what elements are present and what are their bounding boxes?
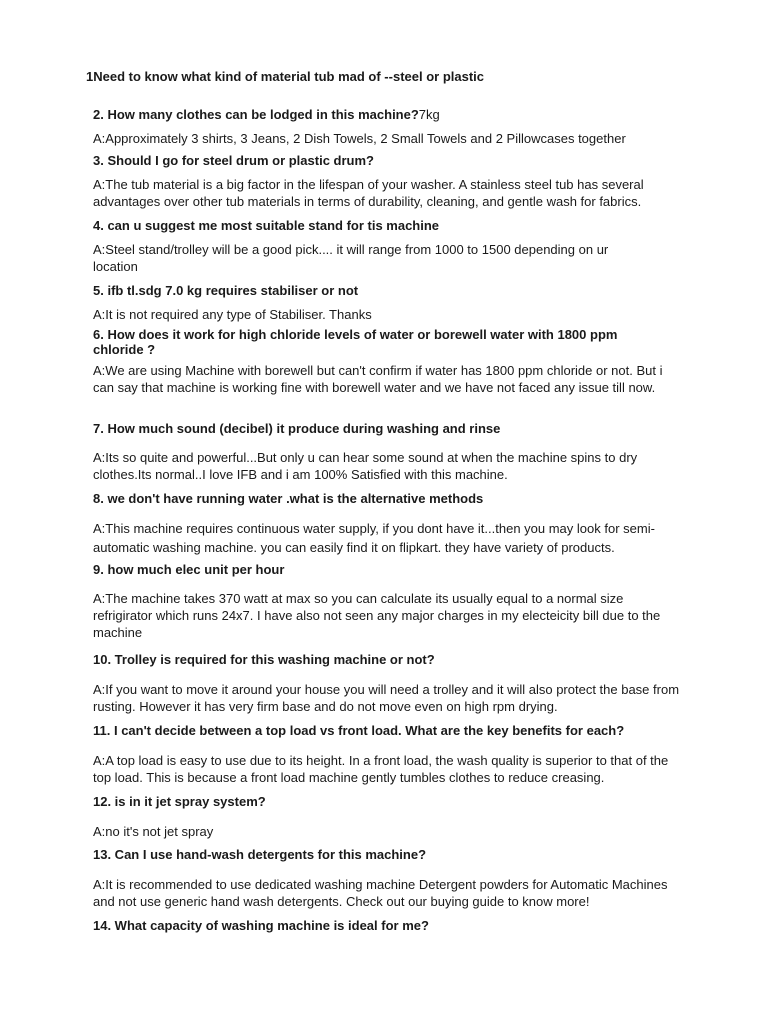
question-6: 6. How does it work for high chloride levels of water or borewell water with 1800 ppm chloride ?: [93, 327, 618, 357]
question-4: 4. can u suggest me most suitable stand for tis machine: [93, 218, 440, 233]
answer-2: A:Approximately 3 shirts, 3 Jeans, 2 Dish Towels, 2 Small Towels and 2 Pillowcases together: [93, 131, 626, 146]
question-14: 14. What capacity of washing machine is ideal for me?: [93, 918, 429, 933]
answer-4: A:Steel stand/trolley will be a good pick.... it will range from 1000 to 1500 depending on ur location: [93, 242, 609, 274]
question-3: 3. Should I go for steel drum or plastic drum?: [93, 153, 374, 168]
answer-8: A:This machine requires continuous water supply, if you dont have it...then you may look for semi-automatic washing machine. you can easily find it on flipkart. they have variety of products.: [93, 521, 655, 555]
answer-7: A:Its so quite and powerful...But only u can hear some sound at when the machine spins to dry clothes.Its normal..I love IFB and i am 100% Satisfied with this machine.: [93, 450, 638, 482]
answer-12: A:no it's not jet spray: [93, 824, 214, 839]
question-5: 5. ifb tl.sdg 7.0 kg requires stabiliser or not: [93, 283, 359, 298]
answer-6: A:We are using Machine with borewell but can't confirm if water has 1800 ppm chloride or not. But i can say that machine is working fine with borewell water and we have not faced any issue till now.: [93, 363, 663, 395]
answer-13: A:It is recommended to use dedicated washing machine Detergent powders for Automatic Machines and not use generic hand wash detergents. Check out our buying guide to know more!: [93, 877, 668, 909]
answer-11: A:A top load is easy to use due to its height. In a front load, the wash quality is superior to that of the top load. This is because a front load machine gently tumbles clothes to reduce creasing.: [93, 753, 669, 785]
question-13: 13. Can I use hand-wash detergents for this machine?: [93, 847, 427, 862]
question-10: 10. Trolley is required for this washing machine or not?: [93, 652, 435, 667]
question-7: 7. How much sound (decibel) it produce during washing and rinse: [93, 421, 501, 436]
question-11: 11. I can't decide between a top load vs front load. What are the key benefits for each?: [93, 723, 625, 738]
question-2-text: 2. How many clothes can be lodged in this machine?: [93, 107, 419, 122]
question-8: 8. we don't have running water .what is the alternative methods: [93, 491, 484, 506]
answer-9: A:The machine takes 370 watt at max so you can calculate its usually equal to a normal size refrigirator which runs 24x7. I have also not seen any major charges in my electeicity bill due to the machine: [93, 591, 661, 640]
question-2: [93, 106, 683, 123]
intro-question: 1Need to know what kind of material tub mad of --steel or plastic: [86, 69, 485, 84]
question-12: 12. is in it jet spray system?: [93, 794, 266, 809]
answer-5: A:It is not required any type of Stabiliser. Thanks: [93, 307, 372, 322]
answer-3: A:The tub material is a big factor in the lifespan of your washer. A stainless steel tub has several advantages over other tub materials in terms of durability, cleaning, and gentle wash for fabrics.: [93, 177, 644, 209]
question-9: 9. how much elec unit per hour: [93, 562, 285, 577]
question-2-inline-answer: 7kg: [418, 107, 440, 122]
answer-10: A:If you want to move it around your house you will need a trolley and it will also protect the base from rusting. However it has very firm base and do not move even on high rpm drying.: [93, 682, 680, 714]
